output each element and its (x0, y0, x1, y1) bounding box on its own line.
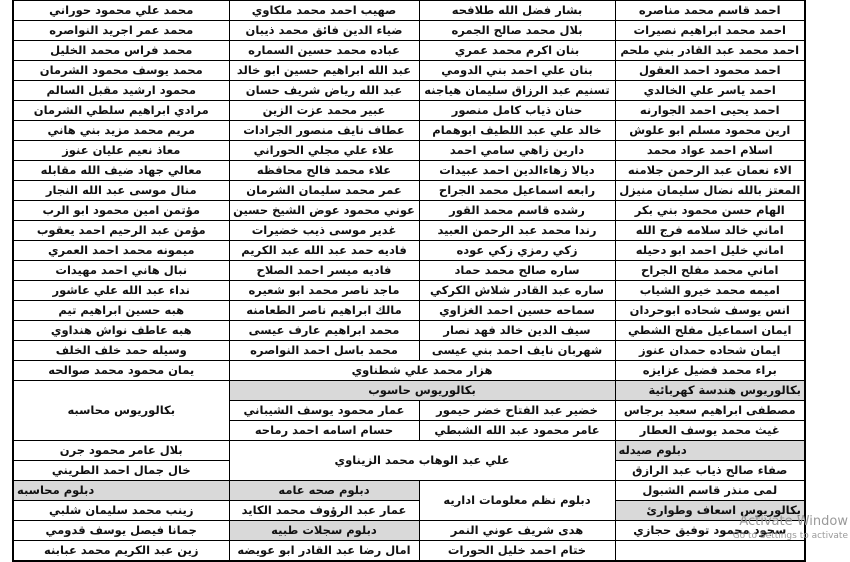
table-cell: ضياء الدين فائق محمد ذيبان (229, 21, 419, 41)
table-cell: دارين زاهي سامي احمد (419, 141, 615, 161)
table-cell: زكي رمزي زكي عوده (419, 241, 615, 261)
table-cell: احمد محمود احمد العقول (615, 61, 805, 81)
table-cell: مرادي ابراهيم سلطي الشرمان (13, 101, 229, 121)
table-cell: صهيب احمد محمد ملكاوي (229, 1, 419, 21)
table-cell: مؤتمن امين محمود ابو الرب (13, 201, 229, 221)
table-cell: عبد الله رياض شريف حسان (229, 81, 419, 101)
table-row (13, 501, 805, 521)
table-cell: بنان اكرم محمد عمري (419, 41, 615, 61)
table-cell: وسيله حمد خلف الخلف (13, 341, 229, 361)
table-row (13, 441, 805, 461)
table-row (13, 541, 805, 562)
table-cell: المعتز بالله نضال سليمان منيزل (615, 181, 805, 201)
table-cell: ميمونه محمد احمد العمري (13, 241, 229, 261)
table-cell: براء محمد فضيل عزايزه (615, 361, 805, 381)
table-cell: بكالوريوس اسعاف وطوارئ (615, 501, 805, 521)
table-cell: انس يوسف شحاده ابوحردان (615, 301, 805, 321)
table-cell: ايمان شحاده حمدان عنوز (615, 341, 805, 361)
table-cell: اماني محمد مفلح الجراح (615, 261, 805, 281)
table-cell: علاء محمد فالح محافظه (229, 161, 419, 181)
table-cell: علي عبد الوهاب محمد الزيناوي (229, 441, 615, 481)
table-cell: دبلوم نظم معلومات اداريه (419, 481, 615, 521)
table-row (13, 81, 805, 101)
names-table (12, 0, 806, 562)
table-cell: دبلوم صيدله (615, 441, 805, 461)
table-cell: هدى شريف عوني النمر (419, 521, 615, 541)
table-row (13, 481, 805, 501)
table-cell: احمد محمد عبد القادر بني ملحم (615, 41, 805, 61)
table-cell: رابعه اسماعيل محمد الجراح (419, 181, 615, 201)
table-row (13, 521, 805, 541)
table-cell: بكالوريوس هندسة كهربائية (615, 381, 805, 401)
table-cell: رشده قاسم محمد القور (419, 201, 615, 221)
table-row (13, 161, 805, 181)
table-cell: خضير عبد الفتاح خضر حيمور (419, 401, 615, 421)
table-row (13, 21, 805, 41)
table-cell: مؤمن عبد الرحيم احمد يعقوب (13, 221, 229, 241)
table-cell: منال موسى عبد الله النجار (13, 181, 229, 201)
table-cell: محمد باسل احمد النواصره (229, 341, 419, 361)
table-cell: عمر محمد سليمان الشرمان (229, 181, 419, 201)
table-row (13, 221, 805, 241)
table-row (13, 261, 805, 281)
table-cell: خالد علي عبد اللطيف ابوهمام (419, 121, 615, 141)
table-cell: سماحه حسين احمد الغزاوي (419, 301, 615, 321)
table-row (13, 361, 805, 381)
table-cell: دبلوم صحه عامه (229, 481, 419, 501)
table-row (13, 281, 805, 301)
table-cell: هزار محمد علي شطناوي (229, 361, 615, 381)
table-cell: تسنيم عبد الرزاق سليمان هياجنه (419, 81, 615, 101)
table-row (13, 201, 805, 221)
table-cell: جمانا فيصل يوسف قدومي (13, 521, 229, 541)
table-cell: دبلوم سجلات طبيه (229, 521, 419, 541)
table-row (13, 101, 805, 121)
table-row (13, 1, 805, 21)
table-cell: بنان علي احمد بني الدومي (419, 61, 615, 81)
table-cell: غيث محمد يوسف العطار (615, 421, 805, 441)
table-cell: علاء علي مجلي الحوراني (229, 141, 419, 161)
table-cell: احمد قاسم محمد مناصره (615, 1, 805, 21)
table-cell: مصطفى ابراهيم سعيد برجاس (615, 401, 805, 421)
table-cell: بكالوريوس حاسوب (229, 381, 615, 401)
activation-watermark-title: Activate Window (739, 514, 848, 529)
table-cell: ختام احمد خليل الحورات (419, 541, 615, 562)
activation-watermark-subtitle: Go to Settings to activate (732, 531, 848, 541)
table-row (13, 41, 805, 61)
table-cell: يمان محمود محمد صوالحه (13, 361, 229, 381)
table-cell: غدير موسى ذيب خضيرات (229, 221, 419, 241)
table-cell: ايمان اسماعيل مفلح الشطي (615, 321, 805, 341)
table-row (13, 241, 805, 261)
table-cell: بشار فضل الله طلافحه (419, 1, 615, 21)
table-cell: صفاء صالح ذياب عبد الرازق (615, 461, 805, 481)
table-cell: محمد عمر اجريد النواصره (13, 21, 229, 41)
table-cell: محمد ابراهيم عارف عيسى (229, 321, 419, 341)
table-cell: بلال محمد صالح الجمره (419, 21, 615, 41)
table-row (13, 141, 805, 161)
table-cell: اسلام احمد عواد محمد (615, 141, 805, 161)
table-cell: اميمه محمد خيرو الشياب (615, 281, 805, 301)
table-cell: لمى منذر قاسم الشبول (615, 481, 805, 501)
table-cell: ديالا زهاءالدين احمد عبيدات (419, 161, 615, 181)
table-cell: شهربان نايف احمد بني عيسى (419, 341, 615, 361)
table-cell: سيف الدين خالد فهد نصار (419, 321, 615, 341)
table-cell: فاديه حمد عبد الله عبد الكريم (229, 241, 419, 261)
table-cell: محمود ارشيد مقبل السالم (13, 81, 229, 101)
table-row (13, 181, 805, 201)
table-cell: سجود محمود توفيق حجازي (615, 521, 805, 541)
table-cell: نداء عبد الله علي عاشور (13, 281, 229, 301)
table-cell: محمد يوسف محمود الشرمان (13, 61, 229, 81)
table-cell: الاء نعمان عبد الرحمن جلامنه (615, 161, 805, 181)
table-cell: مالك ابراهيم ناصر الطعامنه (229, 301, 419, 321)
table-cell: احمد ياسر علي الخالدي (615, 81, 805, 101)
table-cell: عوني محمود عوض الشيخ حسين (229, 201, 419, 221)
table-cell: بكالوريوس محاسبه (13, 381, 229, 441)
table-row (13, 121, 805, 141)
table-cell: امال رضا عبد القادر ابو عويضه (229, 541, 419, 562)
table-cell: عطاف نايف منصور الجرادات (229, 121, 419, 141)
table-cell: رندا محمد عبد الرحمن العبيد (419, 221, 615, 241)
table-cell: اماني خالد سلامه فرج الله (615, 221, 805, 241)
table-cell: فاديه ميسر احمد الصلاح (229, 261, 419, 281)
table-cell: نبال هاني احمد مهيدات (13, 261, 229, 281)
table-cell: عبد الله ابراهيم حسين ابو خالد (229, 61, 419, 81)
table-cell: مريم محمد مزيد بني هاني (13, 121, 229, 141)
table-cell: اماني خليل احمد ابو دحيله (615, 241, 805, 261)
table-cell: معالي جهاد ضيف الله مقابله (13, 161, 229, 181)
table-cell: عمار عبد الرؤوف محمد الكايد (229, 501, 419, 521)
table-cell: زينب محمد سليمان شلبي (13, 501, 229, 521)
table-cell: ارين محمود مسلم ابو علوش (615, 121, 805, 141)
table-cell: احمد يحيى احمد الجوارنه (615, 101, 805, 121)
table-cell: معاذ نعيم عليان عنوز (13, 141, 229, 161)
table-row (13, 381, 805, 401)
table-cell: ساره عبد القادر شلاش الكركي (419, 281, 615, 301)
table-cell: دبلوم محاسبه (13, 481, 229, 501)
table-row (13, 341, 805, 361)
table-cell: محمد علي محمود حوراني (13, 1, 229, 21)
table-cell: هبه حسين ابراهيم تيم (13, 301, 229, 321)
table-cell: حسام اسامه احمد رماحه (229, 421, 419, 441)
table-cell: ساره صالح محمد حماد (419, 261, 615, 281)
table-cell: عبير محمد عزت الزين (229, 101, 419, 121)
table-cell: عباده محمد حسين السماره (229, 41, 419, 61)
table-cell: عمار محمود يوسف الشيباني (229, 401, 419, 421)
table-cell: خال جمال احمد الطريني (13, 461, 229, 481)
table-cell: ماجد ناصر محمد ابو شعيره (229, 281, 419, 301)
table-cell: بلال عامر محمود جرن (13, 441, 229, 461)
table-cell: محمد فراس محمد الخليل (13, 41, 229, 61)
table-cell: حنان ذياب كامل منصور (419, 101, 615, 121)
table-cell: زين عبد الكريم محمد عبابنه (13, 541, 229, 562)
table-cell: الهام حسن محمود بني بكر (615, 201, 805, 221)
table-row (13, 61, 805, 81)
table-cell: احمد محمد ابراهيم نصيرات (615, 21, 805, 41)
table-row (13, 321, 805, 341)
table-cell: عامر محمود عبد الله الشبطي (419, 421, 615, 441)
table-row (13, 301, 805, 321)
table-cell: هبه عاطف نواش هنداوي (13, 321, 229, 341)
